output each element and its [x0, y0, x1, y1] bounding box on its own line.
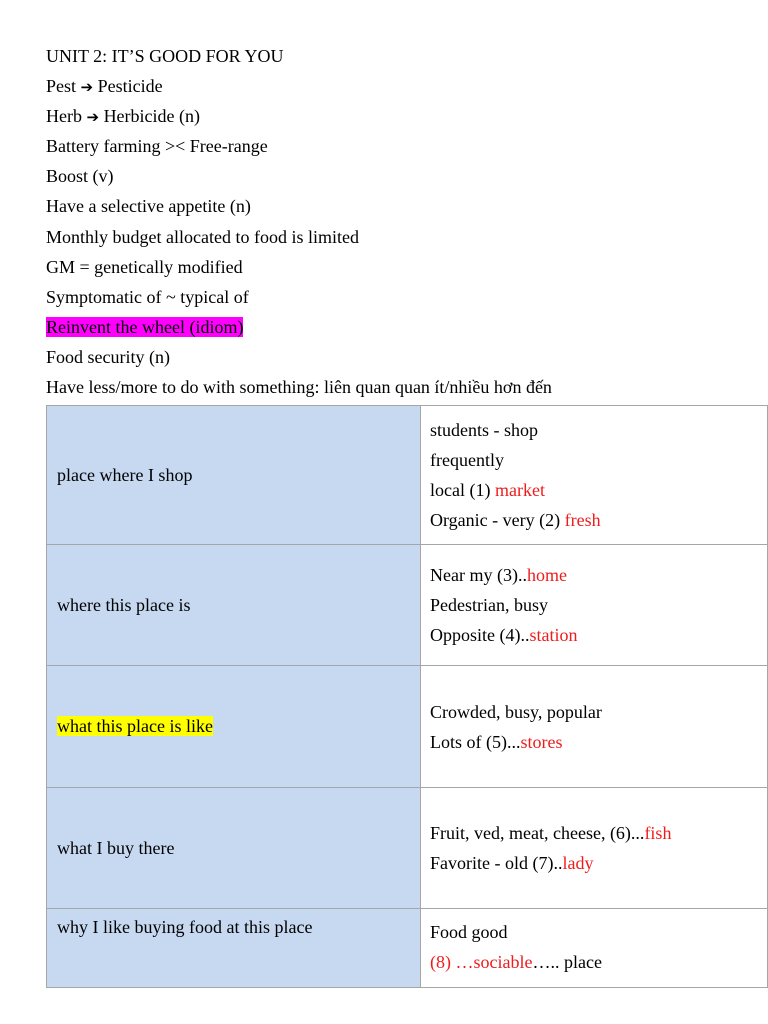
answer-text: lady	[562, 853, 594, 873]
row-content-cell	[421, 406, 768, 545]
prompt-text: Organic - very (2)	[430, 510, 565, 530]
table-row	[47, 545, 768, 666]
table-row	[47, 909, 768, 988]
row-label: place where I shop	[57, 464, 193, 485]
row-label-cell	[47, 788, 421, 909]
prompt-text: Near my (3)..	[430, 565, 527, 585]
vocab-line-pest	[46, 71, 761, 101]
content-line	[430, 727, 767, 757]
content-line	[430, 475, 767, 505]
content-line	[430, 818, 767, 848]
vocab-line: Have a selective appetite (n)	[46, 196, 251, 217]
prompt-text: Opposite (4)..	[430, 625, 530, 645]
content-line	[430, 505, 767, 535]
trailing-text: ….. place	[532, 952, 602, 972]
answer-text: home	[526, 565, 567, 585]
row-label-cell	[47, 909, 421, 988]
vocab-derived: Pesticide	[97, 76, 163, 97]
row-content-cell	[421, 545, 768, 666]
prompt-text: Lots of (5)...	[430, 731, 521, 752]
content-line	[430, 620, 767, 650]
prompt-text: (8)	[430, 952, 456, 972]
vocab-line: Battery farming >< Free-range	[46, 136, 268, 157]
content-line	[430, 560, 767, 590]
table-row	[47, 406, 768, 545]
answer-text: market	[494, 480, 545, 500]
answer-text: stores	[520, 731, 563, 752]
content-line: Pedestrian, busy	[430, 595, 548, 615]
row-label-cell	[47, 666, 421, 788]
highlighted-idiom: Reinvent the wheel (idiom)	[46, 316, 244, 337]
shopping-table	[46, 405, 768, 988]
answer-text: …sociable	[455, 952, 533, 972]
content-line: students - shop	[430, 420, 538, 440]
answer-text: fresh	[564, 510, 601, 530]
vocab-term: Herb	[46, 106, 82, 127]
row-content-cell	[421, 666, 768, 788]
prompt-text: Fruit, ved, meat, cheese, (6)...	[430, 823, 645, 843]
vocab-derived: Herbicide (n)	[103, 106, 201, 127]
table-row	[47, 666, 768, 788]
vocab-line: GM = genetically modified	[46, 256, 243, 277]
answer-text: station	[529, 625, 578, 645]
idiom-line	[46, 312, 761, 342]
content-line: Crowded, busy, popular	[430, 701, 602, 722]
row-label: what I buy there	[57, 837, 175, 858]
vocab-line-herb	[46, 101, 761, 131]
prompt-text: Favorite - old (7)..	[430, 853, 563, 873]
row-label-highlighted: what this place is like	[57, 716, 213, 736]
content-line	[430, 848, 767, 878]
vocab-line: Food security (n)	[46, 346, 170, 367]
table-row	[47, 788, 768, 909]
vocab-line: Symptomatic of ~ typical of	[46, 286, 249, 307]
row-label-cell	[47, 406, 421, 545]
answer-text: fish	[644, 823, 672, 843]
right-arrow-icon: ➔	[86, 108, 100, 127]
row-content-cell	[421, 909, 768, 988]
right-arrow-icon: ➔	[80, 78, 94, 97]
vocab-line: Monthly budget allocated to food is limited	[46, 226, 359, 247]
row-label: where this place is	[57, 594, 191, 615]
row-content-cell	[421, 788, 768, 909]
vocab-line: Have less/more to do with something: liên quan quan ít/nhiều hơn đến	[46, 377, 552, 398]
row-label-cell	[47, 545, 421, 666]
content-line	[430, 947, 767, 977]
row-label: why I like buying food at this place	[57, 917, 313, 937]
vocabulary-notes	[46, 41, 761, 402]
content-line: Food good	[430, 922, 508, 942]
vocab-line: Boost (v)	[46, 166, 114, 187]
content-line: frequently	[430, 450, 504, 470]
vocab-term: Pest	[46, 76, 77, 97]
unit-title: UNIT 2: IT’S GOOD FOR YOU	[46, 46, 284, 66]
prompt-text: local (1)	[430, 480, 495, 500]
